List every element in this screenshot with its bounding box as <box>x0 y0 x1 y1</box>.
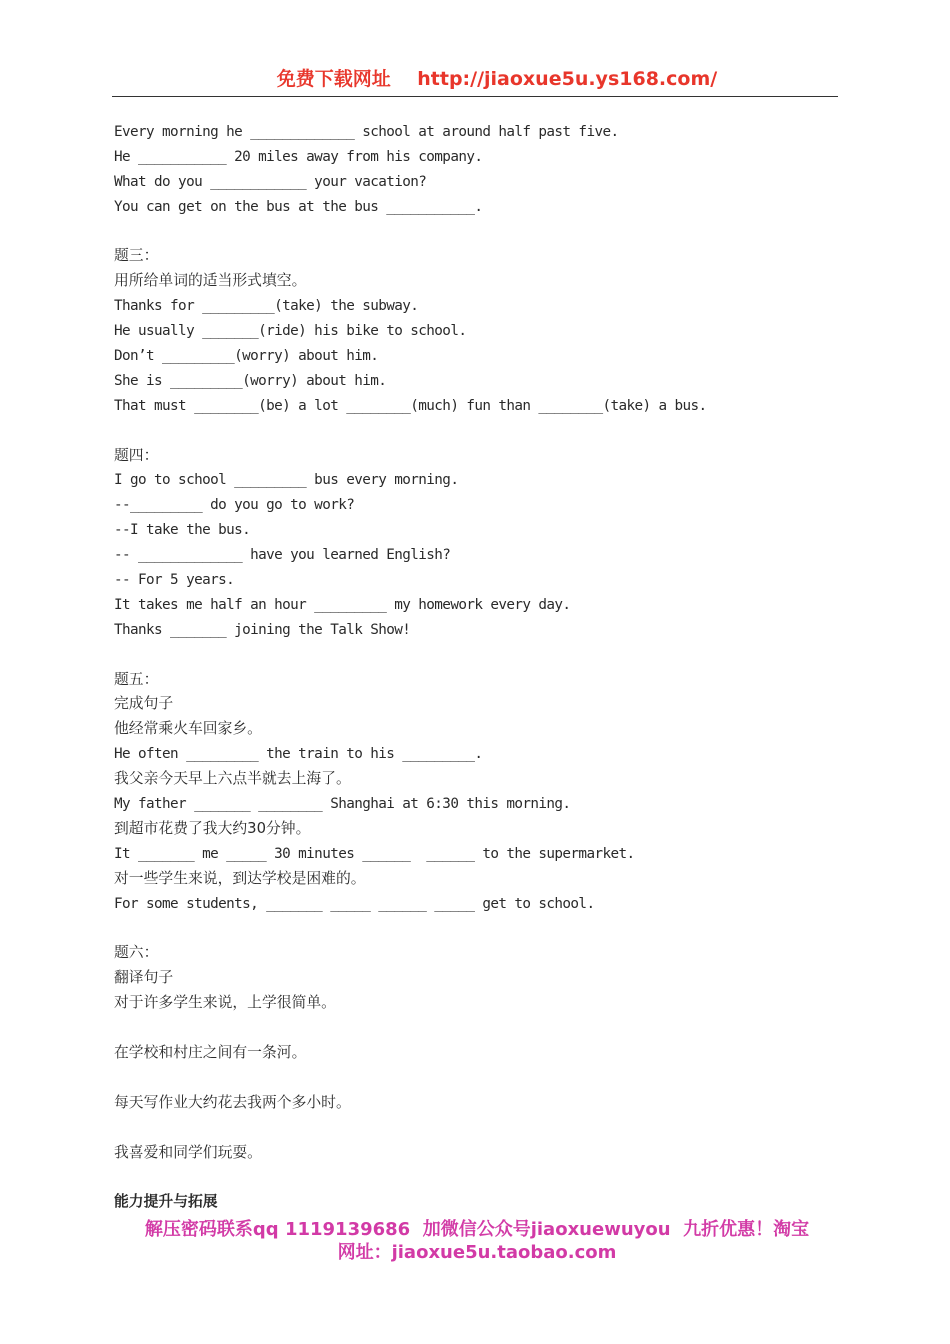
blank-line <box>114 917 844 942</box>
worksheet-line: You can get on the bus at the bus ___________. <box>114 198 483 215</box>
worksheet-line: --I take the bus. <box>114 522 251 539</box>
worksheet-line: Thanks for _________(take) the subway. <box>114 298 419 315</box>
header-download-url[interactable]: 免费下载网址 http://jiaoxue5u.ys168.com/ <box>276 68 718 90</box>
worksheet-line: 在学校和村庄之间有一条河。 <box>114 1043 307 1061</box>
blank-line <box>114 1016 844 1041</box>
worksheet-line: 对一些学生来说，到达学校是困难的。 <box>114 869 366 887</box>
worksheet-line: 他经常乘火车回家乡。 <box>114 720 262 738</box>
worksheet-line: He usually _______(ride) his bike to school. <box>114 323 467 340</box>
worksheet-line: 每天写作业大约花去我两个多小时。 <box>114 1093 351 1111</box>
worksheet-line: 翻译句子 <box>114 969 174 987</box>
worksheet-line: He ___________ 20 miles away from his company. <box>114 148 483 165</box>
worksheet-line: It _______ me _____ 30 minutes ______ ______ to the supermarket. <box>114 845 635 862</box>
blank-line <box>114 419 844 444</box>
section-heading: 题四： <box>114 446 159 464</box>
worksheet-line: Every morning he _____________ school at around half past five. <box>114 124 619 140</box>
worksheet-line: 到超市花费了我大约30分钟。 <box>114 819 311 837</box>
worksheet-line: 用所给单词的适当形式填空。 <box>114 272 307 290</box>
blank-line <box>114 220 844 245</box>
section-title: 能力提升与拓展 <box>114 1193 218 1211</box>
blank-line <box>114 1165 844 1190</box>
worksheet-line: My father _______ ________ Shanghai at 6:30 this morning. <box>114 796 571 813</box>
worksheet-line: -- For 5 years. <box>114 572 235 589</box>
blank-line <box>114 1066 844 1091</box>
page-header <box>112 66 838 97</box>
footer-contact-line: 解压密码联系qq 1119139686 加微信公众号jiaoxuewuyou 九折优惠！淘宝 <box>144 1219 810 1240</box>
worksheet-line: That must ________(be) a lot ________(much) fun than ________(take) a bus. <box>114 397 707 414</box>
section-heading: 题五： <box>114 670 159 688</box>
worksheet-line: It takes me half an hour _________ my homework every day. <box>114 596 571 613</box>
worksheet-line: 我喜爱和同学们玩耍。 <box>114 1143 262 1161</box>
worksheet-body <box>114 120 844 1215</box>
worksheet-line: Thanks _______ joining the Talk Show! <box>114 621 411 638</box>
worksheet-line: Don’t _________(worry) about him. <box>114 348 379 365</box>
page-footer <box>112 1218 842 1264</box>
worksheet-line: 完成句子 <box>114 695 174 713</box>
worksheet-line: 我父亲今天早上六点半就去上海了。 <box>114 770 351 788</box>
section-heading: 题六： <box>114 944 159 962</box>
blank-line <box>114 1116 844 1141</box>
worksheet-line: He often _________ the train to his _________. <box>114 746 483 763</box>
section-heading: 题三： <box>114 247 159 265</box>
worksheet-line: I go to school _________ bus every morning. <box>114 472 459 489</box>
blank-line <box>114 643 844 668</box>
worksheet-line: She is _________(worry) about him. <box>114 372 387 389</box>
worksheet-line: For some students, _______ _____ ______ _____ get to school. <box>114 895 595 912</box>
worksheet-line: 对于许多学生来说，上学很简单。 <box>114 994 336 1012</box>
footer-shop-url[interactable]: 网址：jiaoxue5u.taobao.com <box>337 1242 617 1263</box>
worksheet-line: What do you ____________ your vacation? <box>114 173 427 190</box>
worksheet-line: --_________ do you go to work? <box>114 497 355 514</box>
worksheet-line: -- _____________ have you learned English? <box>114 547 451 564</box>
